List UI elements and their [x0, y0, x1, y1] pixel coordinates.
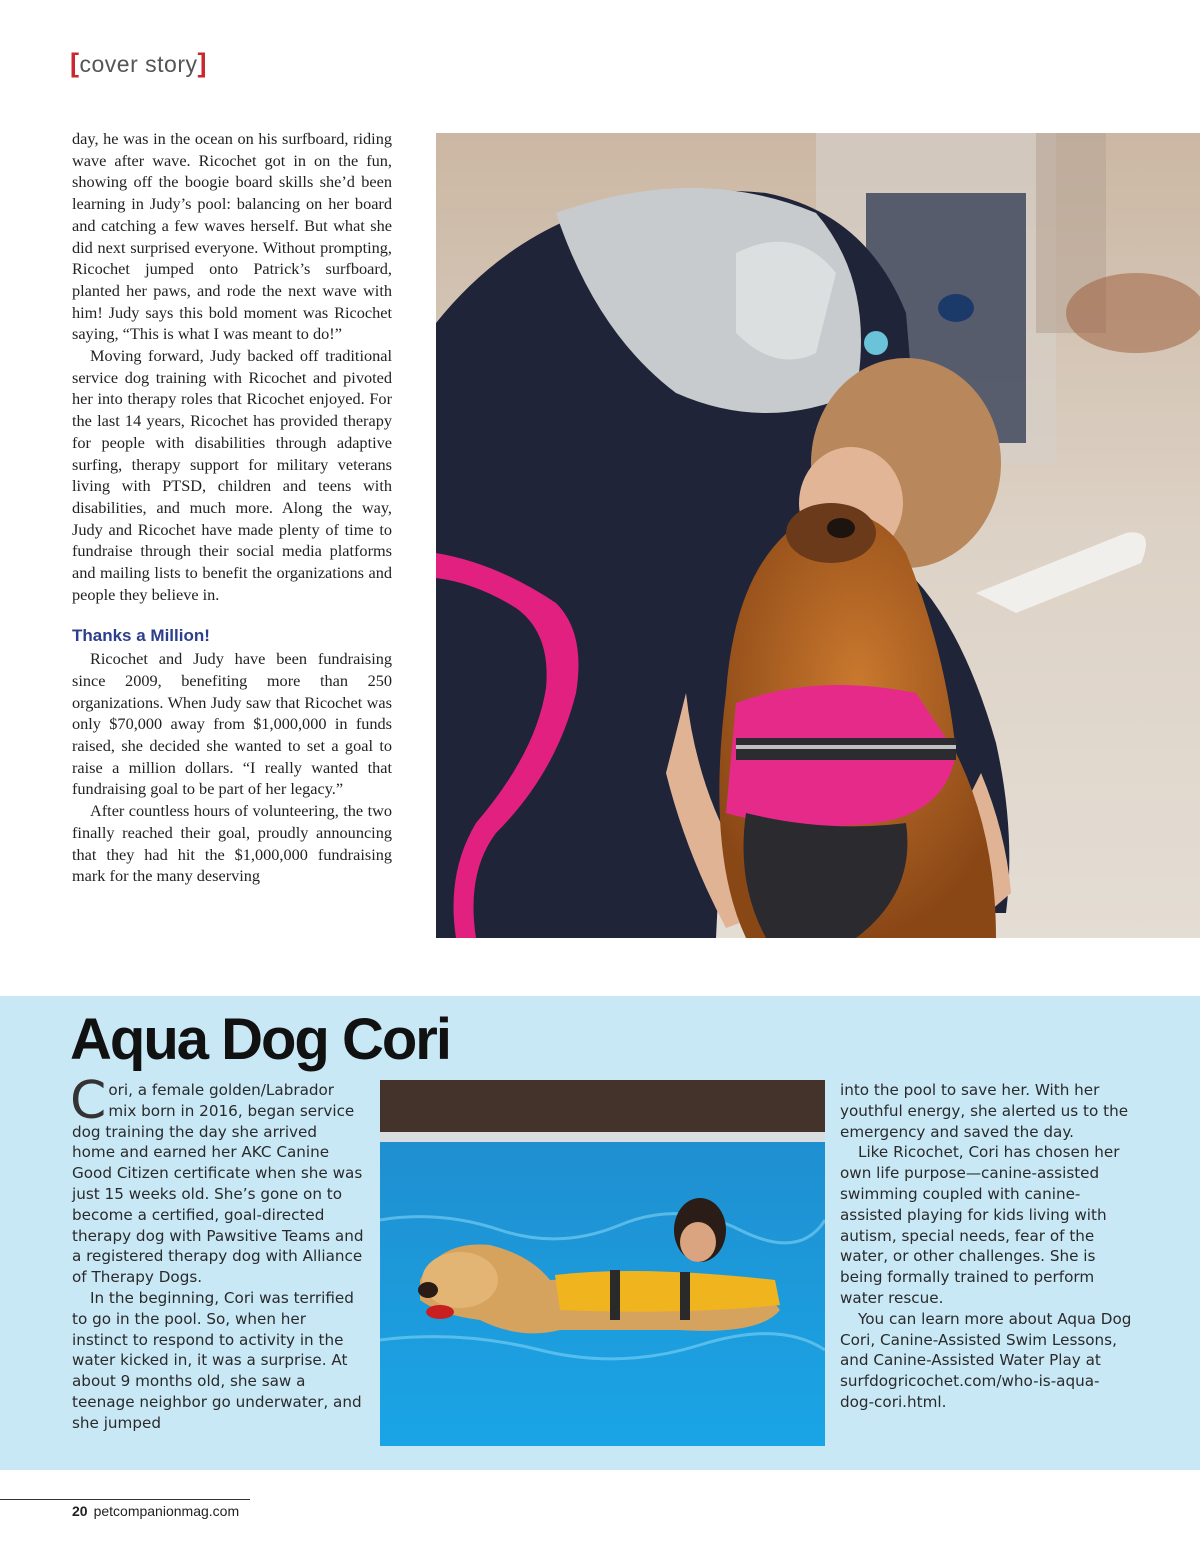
- page-number: 20: [72, 1503, 88, 1519]
- bracket-close: ]: [197, 48, 207, 78]
- article-paragraph: Ricochet and Judy have been fundraising since 2009, benefiting more than 250 organizations. When Judy saw that Ricochet was only $70,000 away from $1,000,000 in funds raised, she decided she wanted to set a goal to raise a million dollars. “I really wanted that fundraising goal to be part of her legacy.”: [72, 649, 392, 799]
- section-label: [70, 48, 207, 79]
- sidebar-paragraph: Like Ricochet, Cori has chosen her own life purpose—canine-assisted swimming coupled with canine-assisted playing for kids living with autism, special needs, fear of the water, or other challenges. She is being formally trained to perform water rescue.: [840, 1143, 1120, 1307]
- bracket-open: [: [70, 48, 80, 78]
- article-paragraph: day, he was in the ocean on his surfboard, riding wave after wave. Ricochet got in on the fun, showing off the boogie board skills she’d been learning in Judy’s pool: balancing on her board and catching a few waves herself. But what she did next surprised everyone. Without prompting, Ricochet jumped onto Patrick’s surfboard, planted her paws, and rode the next wave with him! Judy says this bold moment was Ricochet saying, “This is what I was meant to do!”: [72, 129, 392, 344]
- footer-site: petcompanionmag.com: [93, 1503, 240, 1519]
- article-paragraph: Moving forward, Judy backed off traditional service dog training with Ricochet and pivoted her into therapy roles that Ricochet enjoyed. For the last 14 years, Ricochet has provided therapy for people with disabilities through adaptive surfing, therapy support for military veterans living with PTSD, children and teens with disabilities, and much more. Along the way, Judy and Ricochet have made plenty of time to fundraise through their social media platforms and mailing lists to benefit the organizations and people they believe in.: [72, 346, 392, 604]
- sidebar-paragraph-text: ori, a female golden/Labrador mix born in 2016, began service dog training the day she arrived home and earned her AKC Canine Good Citizen certificate when she was just 15 weeks old. She’s gone on to become a certified, goal-directed therapy dog with Pawsitive Teams and a registered therapy dog with Alliance of Therapy Dogs.: [72, 1081, 364, 1287]
- article-subhead: Thanks a Million!: [72, 626, 210, 646]
- sidebar-right-column: [840, 1080, 1132, 1413]
- photo-woman-kissing-dog: [436, 133, 1200, 938]
- sidebar-left-column: [70, 1071, 364, 1434]
- footer-rule: [0, 1499, 250, 1500]
- photo-dog-swimming-pool: [380, 1080, 825, 1446]
- drop-cap: C: [70, 1071, 107, 1131]
- article-column: [72, 128, 392, 887]
- sidebar-title: Aqua Dog Cori: [70, 1007, 450, 1072]
- sidebar-paragraph: In the beginning, Cori was terrified to go in the pool. So, when her instinct to respond to activity in the water kicked in, it was a surprise. At about 9 months old, she saw a teenage neighbor go underwater, and she jumped: [72, 1288, 362, 1432]
- sidebar-paragraph: You can learn more about Aqua Dog Cori, Canine-Assisted Swim Lessons, and Canine-Assisted Water Play at surfdogricochet.com/who-is-aqua-dog-cori.html.: [840, 1309, 1132, 1411]
- sidebar-paragraph: into the pool to save her. With her youthful energy, she alerted us to the emergency and saved the day.: [840, 1081, 1129, 1141]
- page-footer: [72, 1503, 239, 1519]
- section-label-text: cover story: [79, 51, 198, 77]
- article-paragraph: After countless hours of volunteering, the two finally reached their goal, proudly announcing that they had hit the $1,000,000 fundraising mark for the many deserving: [72, 801, 392, 886]
- sidebar-paragraph: [70, 1071, 364, 1288]
